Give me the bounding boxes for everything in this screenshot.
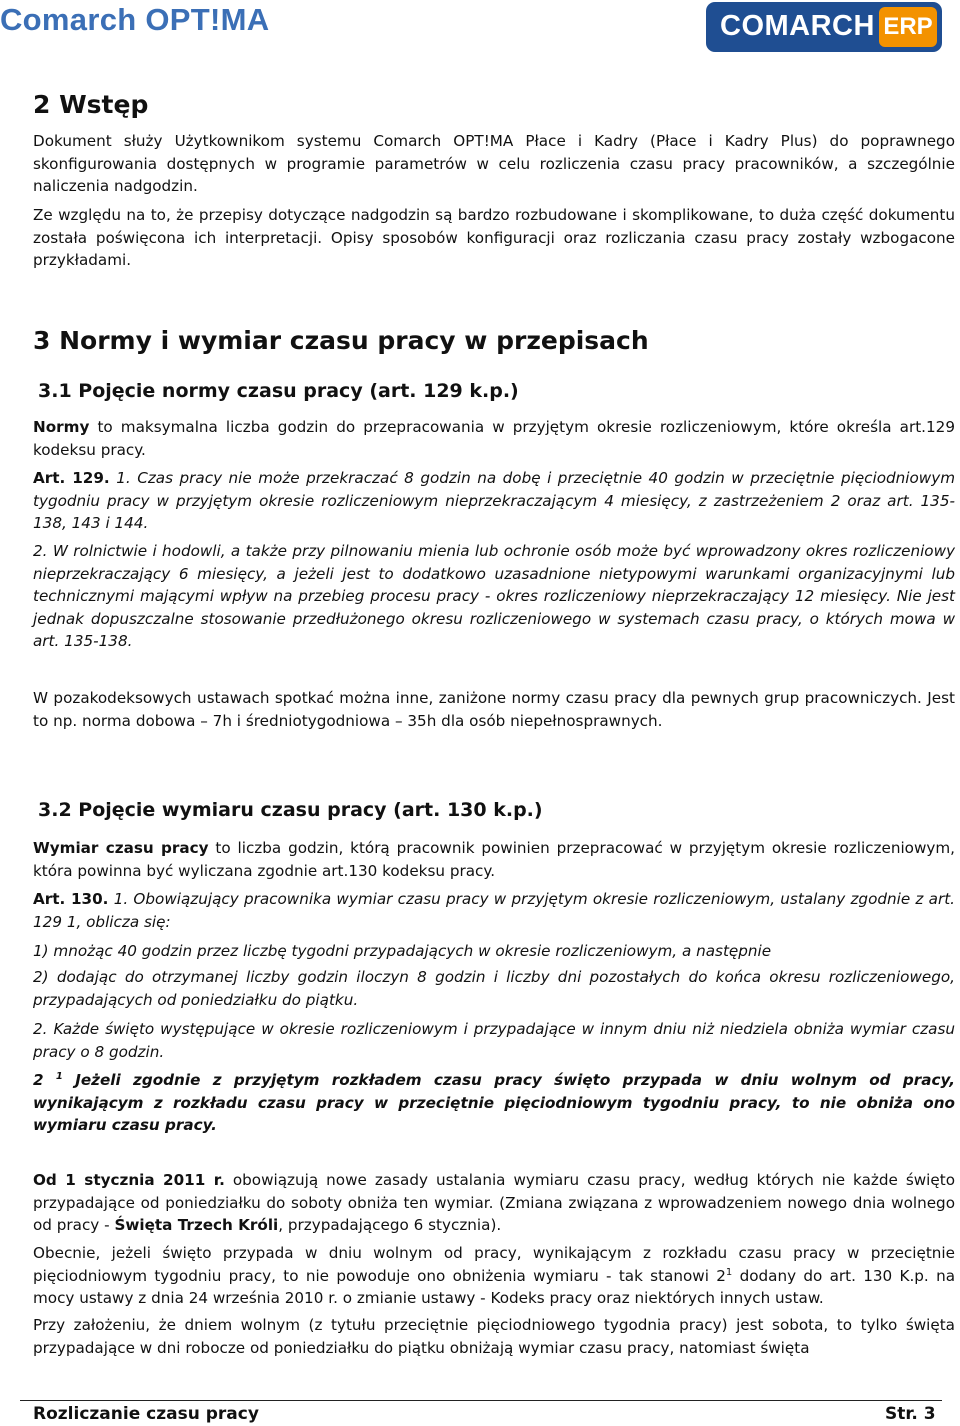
- par-2-1-label: 2: [33, 1071, 56, 1089]
- three-kings-holiday: Święta Trzech Króli: [114, 1216, 279, 1234]
- art-129-label: Art. 129.: [33, 469, 110, 487]
- norm-term: Normy: [33, 418, 90, 436]
- section-2-title: 2 Wstęp: [33, 90, 149, 119]
- section-3-1-title: 3.1 Pojęcie normy czasu pracy (art. 129 k.p.): [38, 380, 519, 402]
- art-130-par-2: 2. Każde święto występujące w okresie rozliczeniowym i przypadające w innym dniu niż niedziela obniża wymiar czasu pracy o 8 godzin.: [33, 1020, 955, 1061]
- logo-tag: ERP: [879, 7, 937, 47]
- footer-page-number: Str. 3: [885, 1404, 936, 1424]
- footer-divider: [20, 1400, 942, 1401]
- art-129-par-1: [33, 467, 955, 535]
- art-130-par-1-text: 1. Obowiązujący pracownika wymiar czasu pracy w przyjętym okresie rozliczeniowym, ustalany zgodnie z art. 129 1, oblicza się:: [33, 890, 955, 931]
- section-3-title: 3 Normy i wymiar czasu pracy w przepisach: [33, 326, 649, 355]
- norm-definition-text: to maksymalna liczba godzin do przepracowania w przyjętym okresie rozliczeniowym, które określa art.129 kodeksu pracy.: [33, 418, 955, 459]
- new-rules-text-b: , przypadającego 6 stycznia).: [278, 1216, 502, 1234]
- art-130-label: Art. 130.: [33, 890, 109, 908]
- saturday-paragraph: Przy założeniu, że dniem wolnym (z tytułu przeciętnie pięciodniowego tygodnia pracy) jest sobota, to tylko święta przypadające w dni robocze od poniedziałku do piątku obniżają wymiar czasu pracy, natomiast święta: [33, 1316, 955, 1357]
- art-129-par-1-text: Czas pracy nie może przekraczać 8 godzin na dobę i przeciętnie 40 godzin w przeciętnie pięciodniowym tygodniu pracy w przyjętym okresie rozliczeniowym nieprzekraczającym 4 miesięcy, z zastrzeżeniem 2 oraz art. 135-138, 143 i 144.: [33, 469, 956, 532]
- norm-note: W pozakodeksowych ustawach spotkać można inne, zaniżone normy czasu pracy dla pewnych grup pracowniczych. Jest to np. norma dobowa – 7h i średniotygodniowa – 35h dla osób niepełnosprawnych.: [33, 689, 955, 730]
- new-rules-text-a: obowiązują nowe zasady ustalania wymiaru czasu pracy, według których nie każde święto przypadające od poniedziałku do soboty obniża ten wymiar. (Zmiana związana z wprowadzeniem nowego dnia wolnego od pracy -: [33, 1171, 955, 1234]
- art-130-item-1: 1) mnożąc 40 godzin przez liczbę tygodni przypadających w okresie rozliczeniowym, a następnie: [33, 942, 772, 960]
- intro-paragraph-1: Dokument służy Użytkownikom systemu Comarch OPT!MA Płace i Kadry (Płace i Kadry Plus) do poprawnego skonfigurowania dostępnych w programie parametrów w celu rozliczenia czasu pracy pracowników, a szczególnie naliczenia nadgodzin.: [33, 132, 955, 195]
- art-130-par-1: [33, 888, 955, 933]
- par-2-1-text: Jeżeli zgodnie z przyjętym rozkładem czasu pracy święto przypada w dniu wolnym od pracy, wynikającym z rozkładu czasu pracy w przeciętnie pięciodniowym tygodniu pracy, to nie obniża ono wymiaru czasu pracy.: [33, 1071, 955, 1134]
- section-3-2-title: 3.2 Pojęcie wymiaru czasu pracy (art. 130 k.p.): [38, 799, 543, 821]
- wymiar-definition-text: to liczba godzin, którą pracownik powinien przepracować w przyjętym okresie rozliczeniowym, która powinna być wyliczana zgodnie art.130 kodeksu pracy.: [33, 839, 955, 880]
- art-129-par-1-num: 1.: [116, 469, 131, 487]
- art-129-par-2-num: 2.: [33, 542, 48, 560]
- current-rule-sup: 1: [725, 1266, 733, 1278]
- par-2-1-sup: 1: [55, 1070, 63, 1082]
- intro-paragraph-2: Ze względu na to, że przepisy dotyczące nadgodzin są bardzo rozbudowane i skomplikowane, to duża część dokumentu została poświęcona ich interpretacji. Opisy sposobów konfiguracji oraz rozliczania czasu pracy zostały wzbogacone przykładami.: [33, 206, 955, 269]
- art-129-par-2-text: W rolnictwie i hodowli, a także przy pilnowaniu mienia lub ochronie osób może być wprowadzony okres rozliczeniowy nieprzekraczający 6 miesięcy, a jeżeli jest to dodatkowo uzasadnione nietypowymi warunkami organizacyjnymi lub technicznymi mającymi wpływ na przebieg procesu pracy - okres rozliczeniowy nieprzekraczający 12 miesięcy. Nie jest jednak dopuszczalne stosowanie przedłużonego okresu rozliczeniowego w systemach czasu pracy, o których mowa w art. 135-138.: [33, 542, 955, 650]
- wymiar-term: Wymiar czasu pracy: [33, 839, 209, 857]
- current-rule-text-a: Obecnie, jeżeli święto przypada w dniu wolnym od pracy, wynikającym z rozkładu czasu pracy w przeciętnie pięciodniowym tygodniu pracy, to nie powoduje ono obniżenia wymiaru - tak stanowi 2: [33, 1244, 955, 1285]
- current-rule-paragraph: [33, 1242, 955, 1310]
- footer-document-title: Rozliczanie czasu pracy: [33, 1404, 259, 1424]
- logo-word: COMARCH: [720, 10, 875, 42]
- new-rules-paragraph: [33, 1169, 955, 1237]
- current-rule-text-b: dodany do art. 130 K.p. na mocy ustawy z dnia 24 września 2010 r. o zmianie ustawy - Kodeks pracy oraz niektórych innych ustaw.: [33, 1266, 955, 1307]
- wymiar-definition: [33, 837, 955, 882]
- art-130-par-2-1: [33, 1069, 955, 1137]
- art-130-item-2: 2) dodając do otrzymanej liczby godzin iloczyn 8 godzin i liczby dni pozostałych do końca okresu rozliczeniowego, przypadających od poniedziałku do piątku.: [33, 968, 955, 1009]
- brand-title: Comarch OPT!MA: [0, 2, 270, 37]
- new-rules-date: Od 1 stycznia 2011 r.: [33, 1171, 225, 1189]
- art-129-par-2: [33, 540, 955, 653]
- norm-definition: [33, 416, 955, 461]
- comarch-erp-logo: [706, 2, 942, 52]
